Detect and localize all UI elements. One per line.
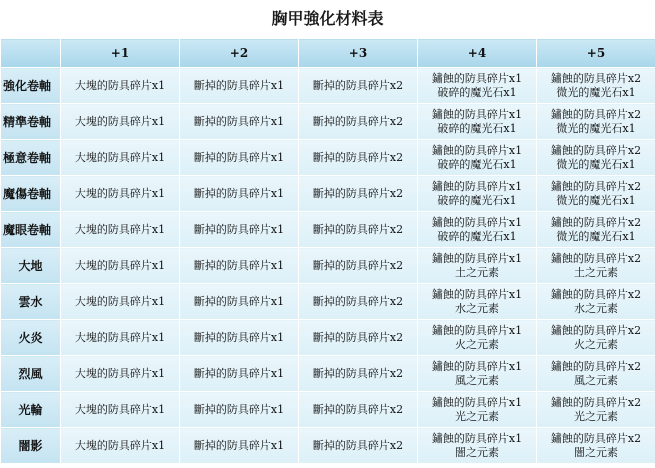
material-cell-level-4 bbox=[418, 140, 537, 176]
material-cell-level-3 bbox=[299, 104, 418, 140]
material-cell-level-4 bbox=[418, 248, 537, 284]
material-cell-level-1 bbox=[61, 104, 180, 140]
material-line-fragment: 鏽蝕的防具碎片x1 bbox=[431, 143, 523, 157]
material-line-fragment: 斷掉的防具碎片x2 bbox=[312, 78, 404, 92]
material-line-fragment: 斷掉的防具碎片x1 bbox=[193, 222, 285, 236]
material-cell-level-1 bbox=[61, 428, 180, 464]
material-cell-level-1 bbox=[61, 176, 180, 212]
material-line-secondary: 光之元素 bbox=[455, 409, 499, 423]
material-cell-level-1 bbox=[61, 320, 180, 356]
material-line-secondary: 水之元素 bbox=[574, 301, 618, 315]
material-cell-level-4 bbox=[418, 428, 537, 464]
material-cell-level-2 bbox=[180, 104, 299, 140]
material-line-secondary: 火之元素 bbox=[574, 337, 618, 351]
material-cell-level-3 bbox=[299, 176, 418, 212]
material-cell-level-5 bbox=[537, 104, 655, 140]
material-cell-level-2 bbox=[180, 428, 299, 464]
material-line-fragment: 鏽蝕的防具碎片x1 bbox=[431, 251, 523, 265]
material-line-secondary: 破碎的魔光石x1 bbox=[437, 121, 517, 135]
material-line-fragment: 斷掉的防具碎片x1 bbox=[193, 330, 285, 344]
material-line-secondary: 闇之元素 bbox=[455, 445, 499, 459]
material-line-fragment: 斷掉的防具碎片x2 bbox=[312, 186, 404, 200]
header-level-1: +1 bbox=[61, 39, 180, 68]
material-line-fragment: 斷掉的防具碎片x2 bbox=[312, 222, 404, 236]
material-cell-level-3 bbox=[299, 212, 418, 248]
material-line-fragment: 鏽蝕的防具碎片x2 bbox=[550, 251, 642, 265]
material-cell-level-4 bbox=[418, 68, 537, 104]
material-line-fragment: 斷掉的防具碎片x1 bbox=[193, 366, 285, 380]
material-cell-level-3 bbox=[299, 356, 418, 392]
material-cell-level-5 bbox=[537, 212, 655, 248]
table-row bbox=[1, 284, 655, 320]
material-cell-level-5 bbox=[537, 248, 655, 284]
material-cell-level-4 bbox=[418, 104, 537, 140]
material-line-fragment: 大塊的防具碎片x1 bbox=[74, 402, 166, 416]
material-cell-level-2 bbox=[180, 284, 299, 320]
material-cell-level-2 bbox=[180, 68, 299, 104]
material-line-secondary: 破碎的魔光石x1 bbox=[437, 193, 517, 207]
material-cell-level-3 bbox=[299, 428, 418, 464]
material-cell-level-1 bbox=[61, 212, 180, 248]
table-row bbox=[1, 392, 655, 428]
material-cell-level-4 bbox=[418, 212, 537, 248]
material-line-fragment: 斷掉的防具碎片x2 bbox=[312, 114, 404, 128]
header-level-4: +4 bbox=[418, 39, 537, 68]
material-line-fragment: 大塊的防具碎片x1 bbox=[74, 150, 166, 164]
material-line-fragment: 斷掉的防具碎片x1 bbox=[193, 402, 285, 416]
material-line-fragment: 大塊的防具碎片x1 bbox=[74, 294, 166, 308]
material-cell-level-3 bbox=[299, 320, 418, 356]
material-cell-level-1 bbox=[61, 68, 180, 104]
material-line-fragment: 斷掉的防具碎片x2 bbox=[312, 150, 404, 164]
material-cell-level-1 bbox=[61, 392, 180, 428]
material-line-fragment: 鏽蝕的防具碎片x2 bbox=[550, 359, 642, 373]
material-cell-level-5 bbox=[537, 140, 655, 176]
material-line-fragment: 斷掉的防具碎片x1 bbox=[193, 114, 285, 128]
material-line-secondary: 破碎的魔光石x1 bbox=[437, 157, 517, 171]
material-cell-level-4 bbox=[418, 176, 537, 212]
material-cell-level-4 bbox=[418, 356, 537, 392]
row-label: 精準卷軸 bbox=[1, 104, 61, 140]
material-line-fragment: 斷掉的防具碎片x1 bbox=[193, 438, 285, 452]
row-label: 魔眼卷軸 bbox=[1, 212, 61, 248]
row-label: 極意卷軸 bbox=[1, 140, 61, 176]
material-cell-level-2 bbox=[180, 392, 299, 428]
material-line-fragment: 大塊的防具碎片x1 bbox=[74, 114, 166, 128]
material-line-fragment: 斷掉的防具碎片x2 bbox=[312, 438, 404, 452]
material-cell-level-2 bbox=[180, 320, 299, 356]
material-line-fragment: 大塊的防具碎片x1 bbox=[74, 222, 166, 236]
material-line-secondary: 水之元素 bbox=[455, 301, 499, 315]
row-label: 烈風 bbox=[1, 356, 61, 392]
material-cell-level-4 bbox=[418, 320, 537, 356]
page-title: 胸甲強化材料表 bbox=[271, 9, 384, 28]
table-row bbox=[1, 356, 655, 392]
material-cell-level-5 bbox=[537, 356, 655, 392]
table-header-row bbox=[1, 39, 655, 68]
row-label: 魔傷卷軸 bbox=[1, 176, 61, 212]
material-line-fragment: 鏽蝕的防具碎片x2 bbox=[550, 107, 642, 121]
row-label: 強化卷軸 bbox=[1, 68, 61, 104]
material-line-fragment: 斷掉的防具碎片x1 bbox=[193, 78, 285, 92]
material-cell-level-5 bbox=[537, 392, 655, 428]
material-cell-level-2 bbox=[180, 176, 299, 212]
material-line-secondary: 微光的魔光石x1 bbox=[556, 157, 636, 171]
material-line-secondary: 風之元素 bbox=[455, 373, 499, 387]
material-line-fragment: 鏽蝕的防具碎片x1 bbox=[431, 71, 523, 85]
material-line-secondary: 微光的魔光石x1 bbox=[556, 229, 636, 243]
material-line-secondary: 風之元素 bbox=[574, 373, 618, 387]
table-row bbox=[1, 248, 655, 284]
material-line-fragment: 斷掉的防具碎片x1 bbox=[193, 150, 285, 164]
table-row bbox=[1, 320, 655, 356]
table-row bbox=[1, 212, 655, 248]
material-line-secondary: 土之元素 bbox=[574, 265, 618, 279]
material-line-fragment: 斷掉的防具碎片x2 bbox=[312, 258, 404, 272]
material-line-secondary: 破碎的魔光石x1 bbox=[437, 85, 517, 99]
material-line-fragment: 大塊的防具碎片x1 bbox=[74, 258, 166, 272]
row-label: 火炎 bbox=[1, 320, 61, 356]
material-line-fragment: 鏽蝕的防具碎片x2 bbox=[550, 215, 642, 229]
material-cell-level-4 bbox=[418, 392, 537, 428]
material-line-fragment: 鏽蝕的防具碎片x2 bbox=[550, 431, 642, 445]
material-line-secondary: 光之元素 bbox=[574, 409, 618, 423]
material-line-secondary: 破碎的魔光石x1 bbox=[437, 229, 517, 243]
table-row bbox=[1, 104, 655, 140]
material-line-fragment: 大塊的防具碎片x1 bbox=[74, 330, 166, 344]
material-cell-level-4 bbox=[418, 284, 537, 320]
header-corner bbox=[1, 39, 61, 68]
material-line-secondary: 微光的魔光石x1 bbox=[556, 121, 636, 135]
table-row bbox=[1, 140, 655, 176]
material-line-fragment: 鏽蝕的防具碎片x1 bbox=[431, 431, 523, 445]
material-line-fragment: 鏽蝕的防具碎片x2 bbox=[550, 143, 642, 157]
material-line-fragment: 鏽蝕的防具碎片x1 bbox=[431, 323, 523, 337]
material-line-fragment: 鏽蝕的防具碎片x2 bbox=[550, 71, 642, 85]
material-cell-level-5 bbox=[537, 68, 655, 104]
material-line-fragment: 鏽蝕的防具碎片x2 bbox=[550, 179, 642, 193]
material-line-fragment: 鏽蝕的防具碎片x2 bbox=[550, 287, 642, 301]
material-line-fragment: 斷掉的防具碎片x2 bbox=[312, 402, 404, 416]
material-line-fragment: 鏽蝕的防具碎片x1 bbox=[431, 395, 523, 409]
header-level-2: +2 bbox=[180, 39, 299, 68]
header-level-3: +3 bbox=[299, 39, 418, 68]
row-label: 大地 bbox=[1, 248, 61, 284]
material-line-fragment: 鏽蝕的防具碎片x1 bbox=[431, 359, 523, 373]
material-line-fragment: 大塊的防具碎片x1 bbox=[74, 78, 166, 92]
material-line-fragment: 鏽蝕的防具碎片x1 bbox=[431, 287, 523, 301]
material-cell-level-1 bbox=[61, 140, 180, 176]
row-label: 闇影 bbox=[1, 428, 61, 464]
material-line-secondary: 微光的魔光石x1 bbox=[556, 85, 636, 99]
material-cell-level-3 bbox=[299, 392, 418, 428]
material-cell-level-2 bbox=[180, 140, 299, 176]
material-line-fragment: 斷掉的防具碎片x1 bbox=[193, 294, 285, 308]
material-line-fragment: 鏽蝕的防具碎片x1 bbox=[431, 179, 523, 193]
material-cell-level-5 bbox=[537, 428, 655, 464]
material-cell-level-5 bbox=[537, 284, 655, 320]
header-level-5: +5 bbox=[537, 39, 655, 68]
material-cell-level-1 bbox=[61, 356, 180, 392]
material-line-fragment: 鏽蝕的防具碎片x1 bbox=[431, 107, 523, 121]
material-cell-level-5 bbox=[537, 320, 655, 356]
material-cell-level-3 bbox=[299, 68, 418, 104]
material-cell-level-3 bbox=[299, 248, 418, 284]
row-label: 雲水 bbox=[1, 284, 61, 320]
material-cell-level-3 bbox=[299, 140, 418, 176]
table-row bbox=[1, 176, 655, 212]
material-line-secondary: 微光的魔光石x1 bbox=[556, 193, 636, 207]
material-line-fragment: 斷掉的防具碎片x1 bbox=[193, 186, 285, 200]
material-table bbox=[0, 38, 655, 464]
material-line-fragment: 斷掉的防具碎片x2 bbox=[312, 294, 404, 308]
material-cell-level-2 bbox=[180, 248, 299, 284]
material-cell-level-5 bbox=[537, 176, 655, 212]
table-row bbox=[1, 68, 655, 104]
table-row bbox=[1, 428, 655, 464]
material-cell-level-3 bbox=[299, 284, 418, 320]
material-line-fragment: 大塊的防具碎片x1 bbox=[74, 186, 166, 200]
material-cell-level-2 bbox=[180, 212, 299, 248]
material-cell-level-1 bbox=[61, 248, 180, 284]
material-line-fragment: 大塊的防具碎片x1 bbox=[74, 366, 166, 380]
material-cell-level-2 bbox=[180, 356, 299, 392]
material-line-secondary: 闇之元素 bbox=[574, 445, 618, 459]
material-line-fragment: 鏽蝕的防具碎片x1 bbox=[431, 215, 523, 229]
material-cell-level-1 bbox=[61, 284, 180, 320]
material-line-fragment: 斷掉的防具碎片x2 bbox=[312, 330, 404, 344]
material-line-fragment: 鏽蝕的防具碎片x2 bbox=[550, 323, 642, 337]
material-line-secondary: 土之元素 bbox=[455, 265, 499, 279]
material-line-secondary: 火之元素 bbox=[455, 337, 499, 351]
row-label: 光輪 bbox=[1, 392, 61, 428]
material-line-fragment: 大塊的防具碎片x1 bbox=[74, 438, 166, 452]
material-line-fragment: 鏽蝕的防具碎片x2 bbox=[550, 395, 642, 409]
table-body bbox=[1, 68, 655, 464]
material-line-fragment: 斷掉的防具碎片x2 bbox=[312, 366, 404, 380]
material-line-fragment: 斷掉的防具碎片x1 bbox=[193, 258, 285, 272]
